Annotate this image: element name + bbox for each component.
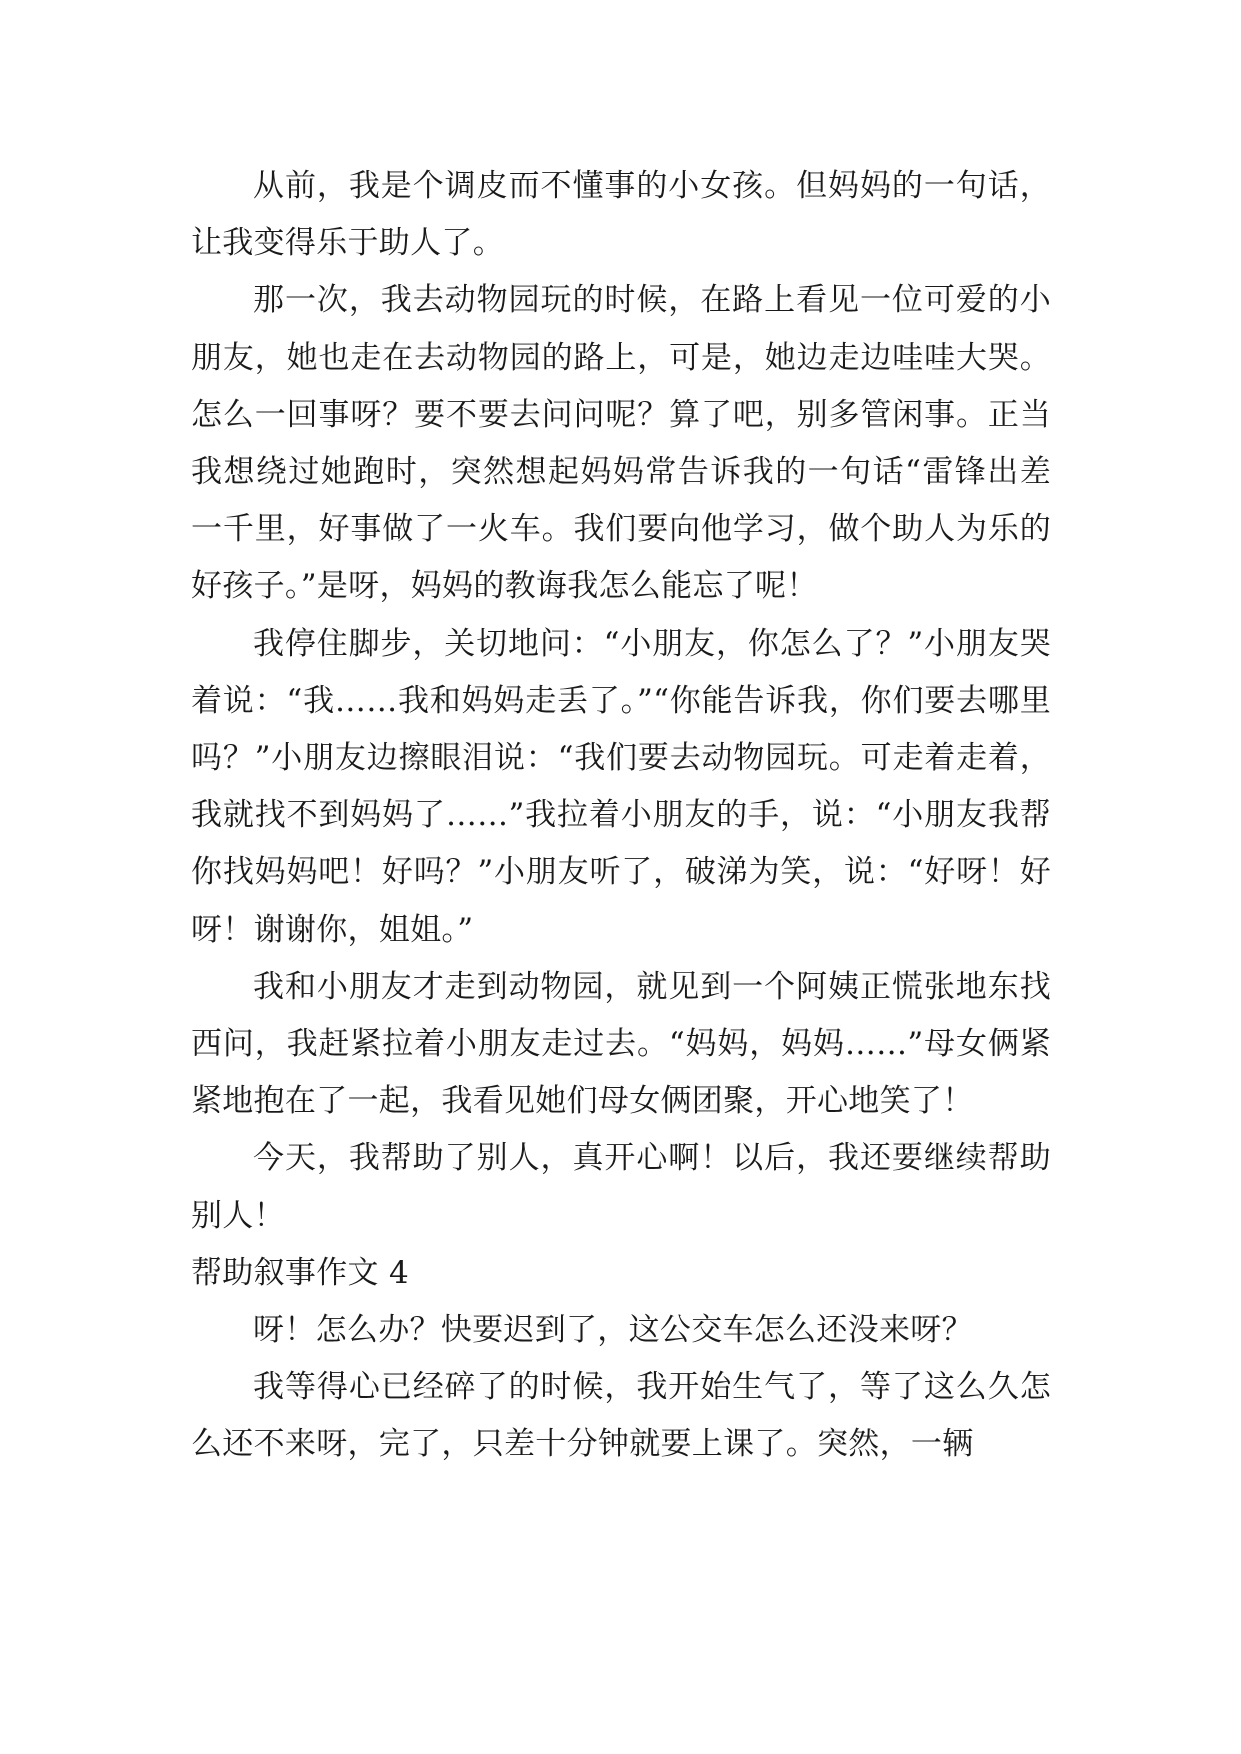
paragraph: 那一次，我去动物园玩的时候，在路上看见一位可爱的小朋友，她也走在去动物园的路上，可是，她边走边哇哇大哭。怎么一回事呀？要不要去问问呢？算了吧，别多管闲事。正当我想绕过她跑时，突然想起妈妈常告诉我的一句话“雷锋出差一千里，好事做了一火车。我们要向他学习，做个助人为乐的好孩子。”是呀，妈妈的教诲我怎么能忘了呢！	[191, 282, 1051, 605]
section-heading: 帮助叙事作文 4	[191, 1254, 409, 1291]
paragraph: 我和小朋友才走到动物园，就见到一个阿姨正慌张地东找西问，我赶紧拉着小朋友走过去。“妈妈，妈妈……”母女俩紧紧地抱在了一起，我看见她们母女俩团聚，开心地笑了！	[191, 968, 1051, 1120]
paragraph: 今天，我帮助了别人，真开心啊！以后，我还要继续帮助别人！	[191, 1140, 1051, 1234]
paragraph: 我等得心已经碎了的时候，我开始生气了，等了这么久怎么还不来呀，完了，只差十分钟就要上课了。突然，一辆	[191, 1369, 1051, 1463]
paragraph: 呀！怎么办？快要迟到了，这公交车怎么还没来呀？	[253, 1312, 973, 1349]
paragraph: 我停住脚步，关切地问：“小朋友，你怎么了？”小朋友哭着说：“我……我和妈妈走丢了。”“你能告诉我，你们要去哪里吗？”小朋友边擦眼泪说：“我们要去动物园玩。可走着走着，我就找不到妈妈了……”我拉着小朋友的手，说：“小朋友我帮你找妈妈吧！好吗？”小朋友听了，破涕为笑，说：“好呀！好呀！谢谢你，姐姐。”	[191, 625, 1051, 948]
document-body	[191, 158, 1051, 1474]
paragraph: 从前，我是个调皮而不懂事的小女孩。但妈妈的一句话，让我变得乐于助人了。	[191, 168, 1051, 262]
